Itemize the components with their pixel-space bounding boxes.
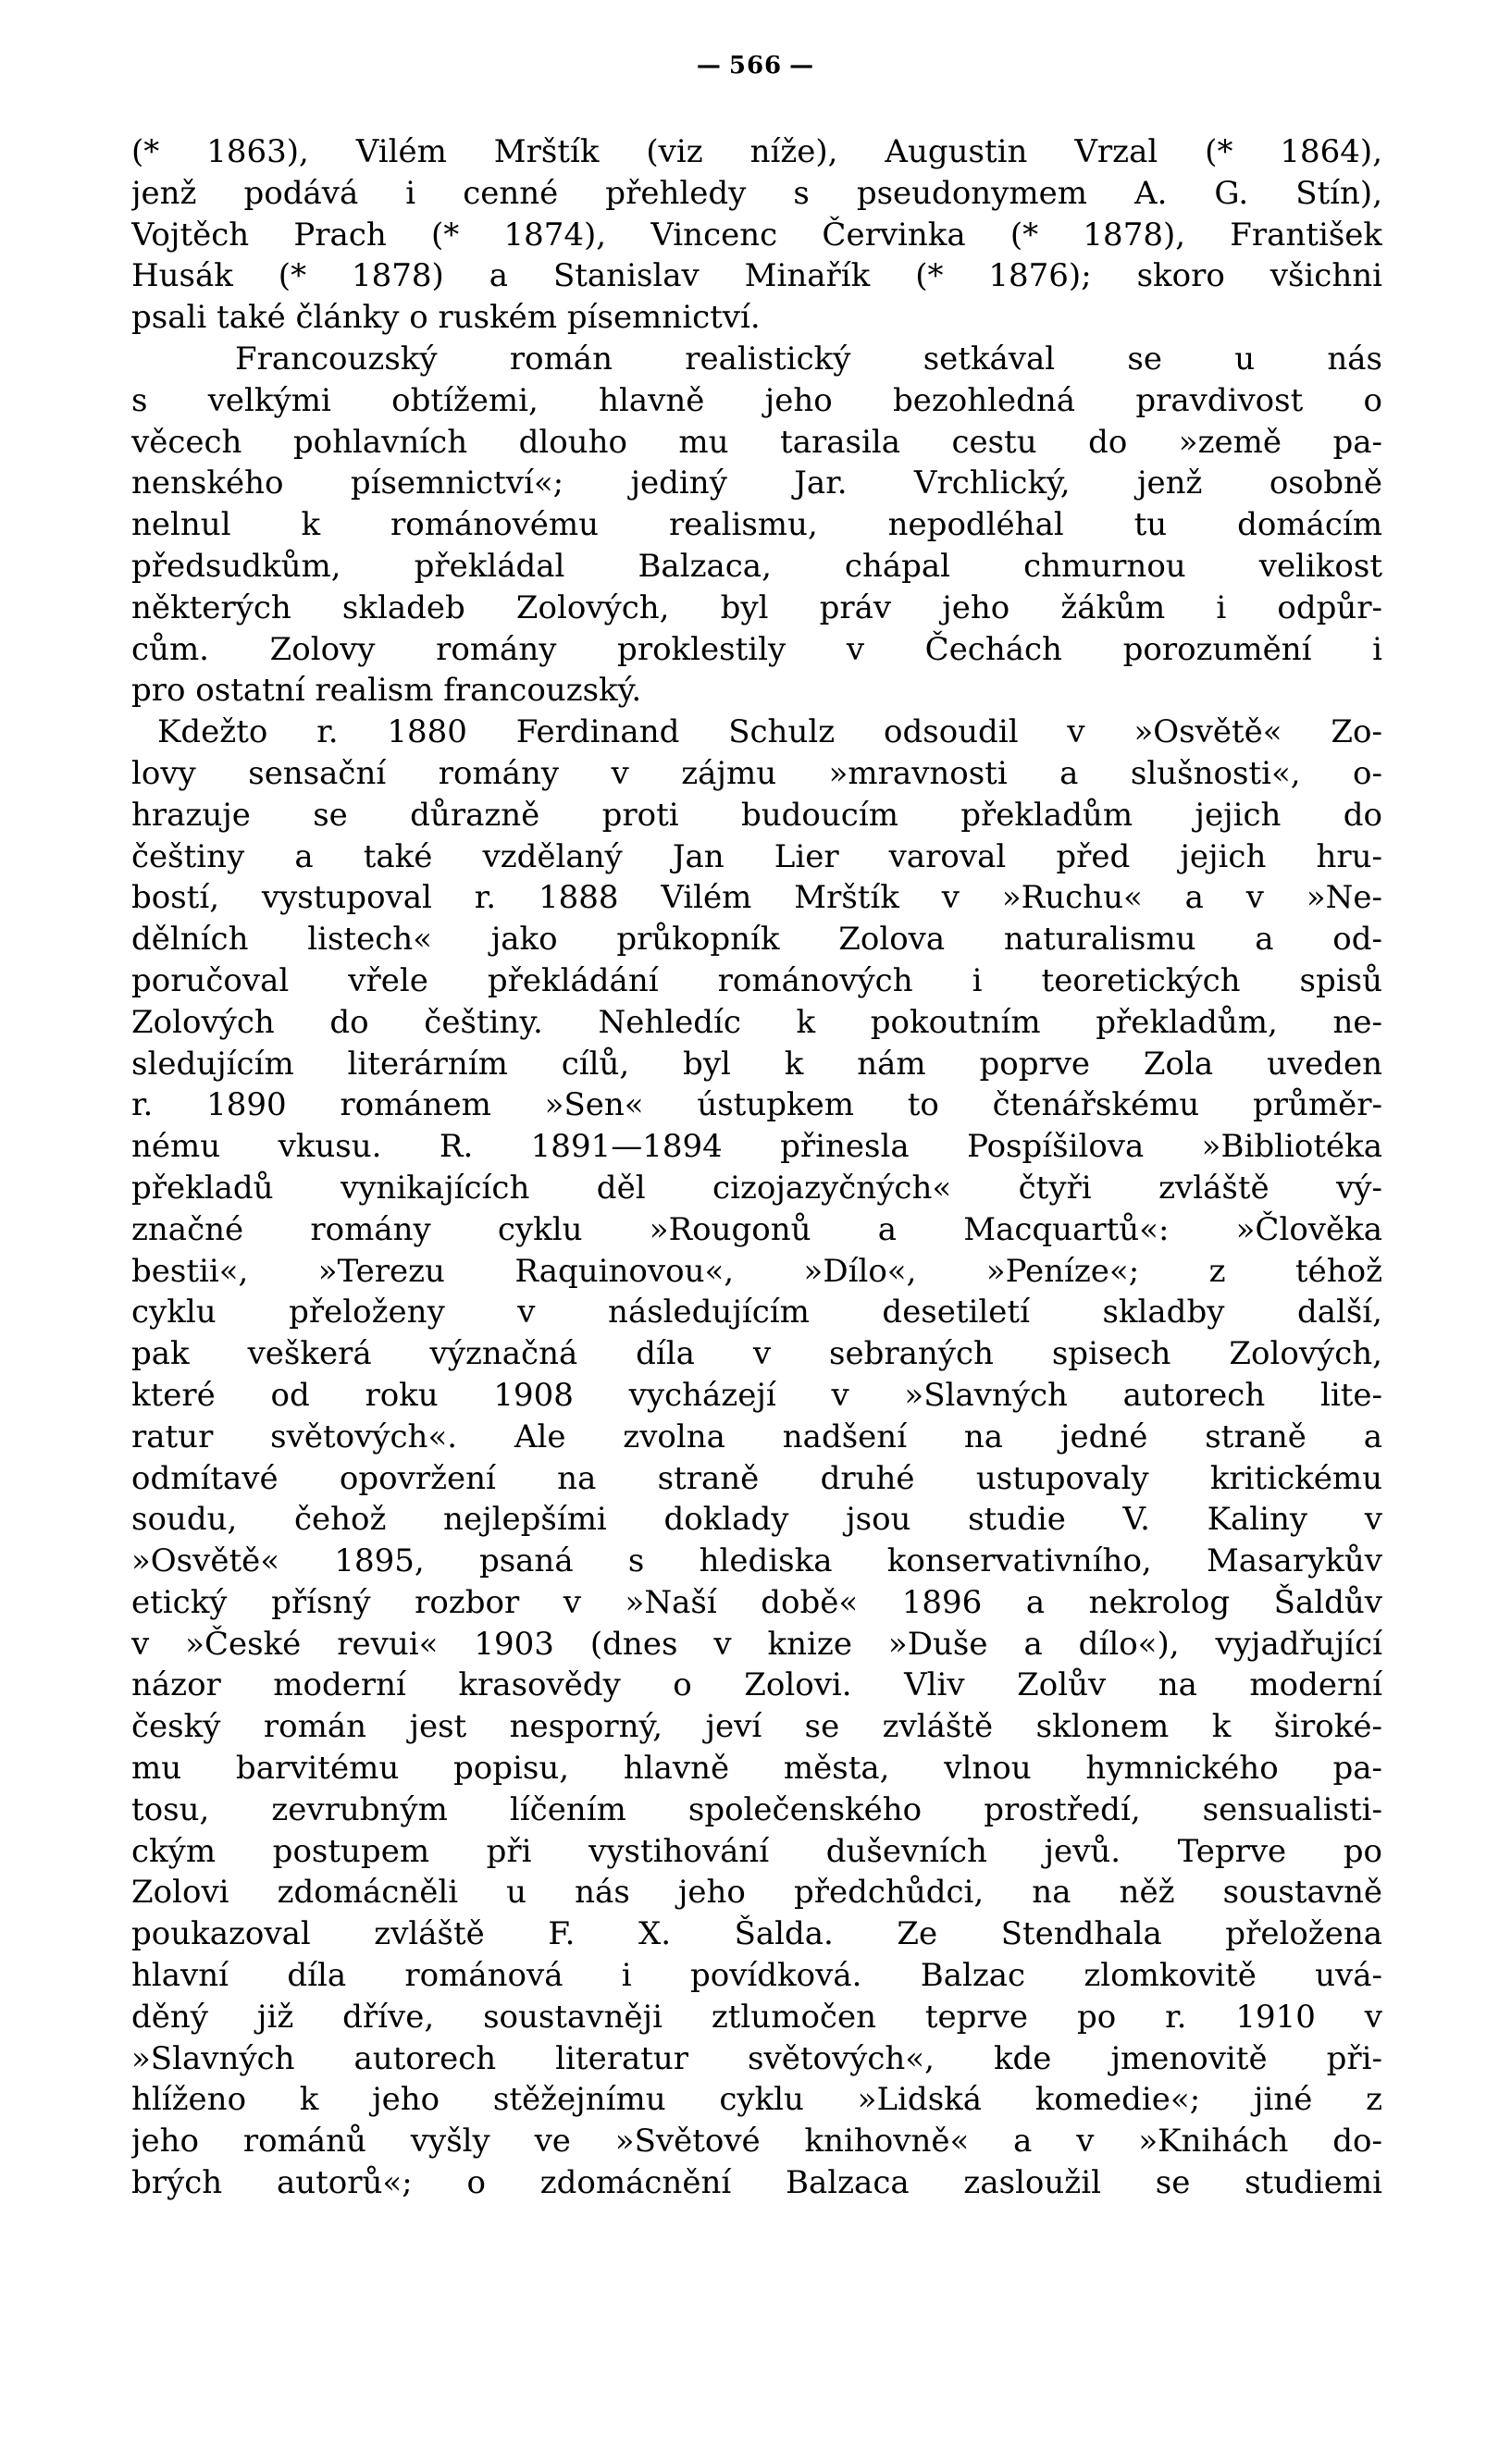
text-line: etický přísný rozbor v »Naší době« 1896 a nekrolog Šaldův xyxy=(131,1583,1382,1621)
text-line: Zolovi zdomácněli u nás jeho předchůdci, na něž soustavně xyxy=(131,1874,1382,1912)
text-line: pro ostatní realism francouzský. xyxy=(131,672,642,710)
text-line: ratur světových«. Ale zvolna nadšení na jedné straně a xyxy=(131,1418,1382,1455)
text-line: jenž podává i cenné přehledy s pseudonymem A. G. Stín), xyxy=(131,174,1382,212)
text-line: r. 1890 románem »Sen« ústupkem to čtenářskému průměr- xyxy=(131,1086,1382,1124)
body-text xyxy=(131,131,1382,2204)
text-line: »Osvětě« 1895, psaná s hlediska konservativního, Masarykův xyxy=(131,1542,1382,1580)
text-line: »Slavných autorech literatur světových«, kde jmenovitě při- xyxy=(131,2039,1382,2077)
text-line: hrazuje se důrazně proti budoucím překladům jejich do xyxy=(131,796,1382,834)
text-line: ckým postupem při vystihování duševních jevů. Teprve po xyxy=(131,1832,1382,1870)
text-line: odmítavé opovržení na straně druhé ustupovaly kritickému xyxy=(131,1459,1382,1497)
text-line: sledujícím literárním cílů, byl k nám poprve Zola uveden xyxy=(131,1045,1382,1083)
text-line: hlíženo k jeho stěžejnímu cyklu »Lidská komedie«; jiné z xyxy=(131,2081,1382,2119)
text-line: brých autorů«; o zdomácnění Balzaca zasloužil se studiemi xyxy=(131,2164,1382,2202)
text-line: nenského písemnictví«; jediný Jar. Vrchlický, jenž osobně xyxy=(131,464,1382,502)
text-line: předsudkům, překládal Balzaca, chápal chmurnou velikost xyxy=(131,547,1382,585)
page-number-dash-left: — xyxy=(696,52,722,80)
text-line: cyklu přeloženy v následujícím desetiletí skladby další, xyxy=(131,1294,1382,1331)
text-line: češtiny a také vzdělaný Jan Lier varoval před jejich hru- xyxy=(131,837,1382,875)
text-line: nému vkusu. R. 1891—1894 přinesla Pospíšilova »Bibliotéka xyxy=(131,1128,1382,1166)
text-line: (* 1863), Vilém Mrštík (viz níže), Augustin Vrzal (* 1864), xyxy=(131,133,1382,170)
text-line: soudu, čehož nejlepšími doklady jsou studie V. Kaliny v xyxy=(131,1501,1382,1539)
text-line: děný již dříve, soustavněji ztlumočen teprve po r. 1910 v xyxy=(131,1998,1382,2036)
page-number-dash-right: — xyxy=(789,52,815,80)
text-line: lovy sensační romány v zájmu »mravnosti a slušnosti«, o- xyxy=(131,754,1382,792)
text-line: Husák (* 1878) a Stanislav Minařík (* 1876); skoro všichni xyxy=(131,257,1382,295)
text-line: dělních listech« jako průkopník Zolova naturalismu a od- xyxy=(131,921,1382,959)
text-line: Kdežto r. 1880 Ferdinand Schulz odsoudil v »Osvětě« Zo- xyxy=(157,713,1382,751)
text-line: v »České revui« 1903 (dnes v knize »Duše a dílo«), vyjadřující xyxy=(131,1625,1382,1663)
text-line: s velkými obtížemi, hlavně jeho bezohledná pravdivost o xyxy=(131,381,1382,419)
text-line: jeho románů vyšly ve »Světové knihovně« a v »Knihách do- xyxy=(131,2123,1382,2161)
text-line: Vojtěch Prach (* 1874), Vincenc Červinka (* 1878), František xyxy=(131,216,1382,254)
text-line: které od roku 1908 vycházejí v »Slavných autorech lite- xyxy=(131,1376,1382,1414)
text-line: nelnul k románovému realismu, nepodléhal tu domácím xyxy=(131,506,1382,544)
text-line: Zolových do češtiny. Nehledíc k pokoutním překladům, ne- xyxy=(131,1003,1382,1041)
text-line: Francouzský román realistický setkával se u nás xyxy=(235,340,1382,378)
text-line: pak veškerá význačná díla v sebraných spisech Zolových, xyxy=(131,1335,1382,1373)
text-line: hlavní díla románová i povídková. Balzac zlomkovitě uvá- xyxy=(131,1957,1382,1995)
text-line: názor moderní krasovědy o Zolovi. Vliv Zolův na moderní xyxy=(131,1666,1382,1704)
text-line: poukazoval zvláště F. X. Šalda. Ze Stendhala přeložena xyxy=(131,1915,1382,1953)
text-line: cům. Zolovy romány proklestily v Čechách porozumění i xyxy=(131,630,1382,668)
text-line: tosu, zevrubným líčením společenského prostředí, sensualisti- xyxy=(131,1790,1382,1828)
text-line: bostí, vystupoval r. 1888 Vilém Mrštík v »Ruchu« a v »Ne- xyxy=(131,879,1382,917)
text-line: mu barvitému popisu, hlavně města, vlnou hymnického pa- xyxy=(131,1750,1382,1788)
text-line: poručoval vřele překládání románových i teoretických spisů xyxy=(131,961,1382,999)
text-line: český román jest nesporný, jeví se zvláště sklonem k široké- xyxy=(131,1708,1382,1746)
text-line: značné romány cyklu »Rougonů a Macquartů«: »Člověka xyxy=(131,1210,1382,1248)
page-number-value: 566 xyxy=(728,52,783,80)
text-line: věcech pohlavních dlouho mu tarasila cestu do »země pa- xyxy=(131,423,1382,461)
text-line: psali také články o ruském písemnictví. xyxy=(131,299,761,337)
text-line: bestii«, »Terezu Raquinovou«, »Dílo«, »Peníze«; z téhož xyxy=(131,1252,1382,1290)
text-line: některých skladeb Zolových, byl práv jeho žákům i odpůr- xyxy=(131,588,1382,626)
text-line: překladů vynikajících děl cizojazyčných« čtyři zvláště vý- xyxy=(131,1169,1382,1207)
page-number xyxy=(0,52,1511,80)
